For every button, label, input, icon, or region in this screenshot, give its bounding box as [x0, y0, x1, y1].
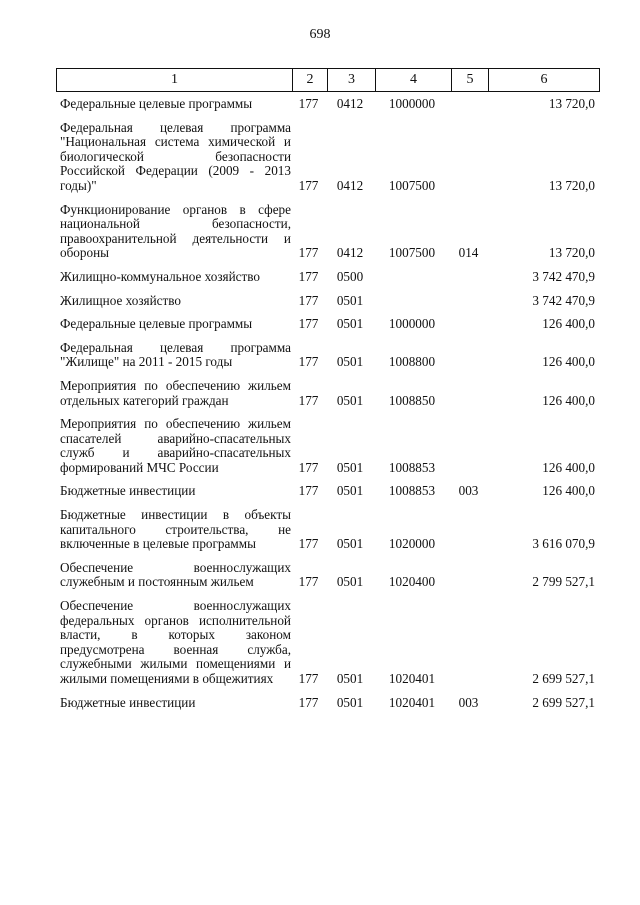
row-col-4: 1007500 — [388, 245, 436, 261]
table-row — [56, 379, 600, 408]
row-col-3: 0501 — [336, 392, 364, 408]
table-row — [56, 317, 600, 332]
header-col-3: 3 — [328, 69, 376, 91]
row-name: Мероприятия по обеспечению жильем отдельных категорий граждан — [60, 377, 291, 408]
row-col-3: 0412 — [336, 245, 364, 261]
row-col-2: 177 — [298, 671, 319, 686]
table-row — [56, 484, 600, 499]
row-col-4: 1008800 — [388, 354, 436, 370]
table-row — [56, 121, 600, 194]
budget-table — [56, 68, 600, 719]
header-col-1: 1 — [57, 69, 293, 91]
row-amount: 3 742 470,9 — [532, 268, 595, 284]
row-col-2: 177 — [298, 536, 319, 552]
row-amount: 126 400,0 — [542, 354, 595, 370]
row-col-3: 0501 — [336, 671, 364, 686]
row-col-2: 177 — [298, 574, 319, 590]
row-col-5: 014 — [458, 245, 479, 261]
row-col-4: 1000000 — [388, 316, 436, 332]
table-row — [56, 341, 600, 370]
row-col-3: 0501 — [336, 574, 364, 590]
row-name: Обеспечение военнослужащих служебным и постоянным жильем — [60, 559, 291, 590]
row-col-3: 0501 — [336, 292, 364, 308]
row-col-2: 177 — [298, 392, 319, 408]
row-amount: 126 400,0 — [542, 483, 595, 499]
table-row — [56, 696, 600, 711]
row-amount: 2 799 527,1 — [532, 574, 595, 590]
row-col-2: 177 — [298, 694, 319, 710]
table-row — [56, 203, 600, 261]
row-name: Федеральные целевые программы — [60, 316, 253, 332]
row-amount: 13 720,0 — [548, 245, 595, 261]
row-col-4: 1020000 — [388, 536, 436, 552]
row-col-4: 1008853 — [388, 459, 436, 475]
row-col-3: 0501 — [336, 536, 364, 552]
row-name: Жилищно-коммунальное хозяйство — [60, 268, 261, 284]
row-col-4: 1008853 — [388, 483, 436, 499]
row-col-4: 1020401 — [388, 694, 436, 710]
row-col-3: 0501 — [336, 483, 364, 499]
table-row — [56, 294, 600, 309]
row-col-2: 177 — [298, 354, 319, 370]
row-amount: 3 616 070,9 — [532, 536, 595, 552]
table-header — [56, 68, 600, 92]
row-amount: 2 699 527,1 — [532, 671, 595, 686]
row-col-3: 0501 — [336, 354, 364, 370]
row-name: Федеральная целевая программа "Жилище" на 2011 - 2015 годы — [60, 339, 291, 370]
row-amount: 13 720,0 — [548, 177, 595, 193]
row-name: Федеральная целевая программа "Национальная система химической и биологической безопасности Российской Федерации (2009 - 2013 годы)" — [60, 119, 291, 193]
row-col-4: 1020400 — [388, 574, 436, 590]
row-col-2: 177 — [298, 316, 319, 332]
row-col-2: 177 — [298, 459, 319, 475]
header-col-5: 5 — [452, 69, 489, 91]
header-col-2: 2 — [293, 69, 328, 91]
table-row — [56, 97, 600, 112]
row-col-5: 003 — [458, 483, 479, 499]
row-amount: 3 742 470,9 — [532, 292, 595, 308]
header-col-6: 6 — [540, 72, 548, 87]
row-col-2: 177 — [298, 96, 319, 111]
table-row — [56, 270, 600, 285]
table-row — [56, 417, 600, 475]
row-amount: 126 400,0 — [542, 316, 595, 332]
row-name: Бюджетные инвестиции — [60, 694, 196, 710]
row-amount: 2 699 527,1 — [532, 694, 595, 710]
table-row — [56, 599, 600, 687]
row-name: Жилищное хозяйство — [60, 292, 181, 308]
row-name: Бюджетные инвестиции в объекты капитального строительства, не включенные в целевые программы — [60, 507, 291, 552]
row-amount: 13 720,0 — [548, 96, 595, 111]
page-number: 698 — [309, 27, 331, 42]
row-amount: 126 400,0 — [542, 459, 595, 475]
row-col-5: 003 — [458, 694, 479, 710]
row-col-3: 0412 — [336, 96, 364, 111]
row-col-3: 0501 — [336, 459, 364, 475]
row-name: Бюджетные инвестиции — [60, 483, 196, 499]
row-name: Федеральные целевые программы — [60, 96, 253, 111]
row-col-4: 1008850 — [388, 392, 436, 408]
row-amount: 126 400,0 — [542, 392, 595, 408]
row-col-3: 0500 — [336, 268, 364, 284]
row-col-3: 0501 — [336, 694, 364, 710]
table-row — [56, 561, 600, 590]
table-row — [56, 508, 600, 552]
row-col-4: 1007500 — [388, 177, 436, 193]
row-col-2: 177 — [298, 245, 319, 261]
row-col-4: 1020401 — [388, 671, 436, 686]
row-col-4: 1000000 — [388, 96, 436, 111]
row-col-3: 0501 — [336, 316, 364, 332]
row-col-3: 0412 — [336, 177, 364, 193]
row-name: Мероприятия по обеспечению жильем спасателей аварийно-спасательных служб и аварийно-спасательных формирований МЧС России — [60, 416, 291, 475]
row-col-2: 177 — [298, 268, 319, 284]
row-col-2: 177 — [298, 292, 319, 308]
table-body — [56, 97, 600, 710]
row-col-2: 177 — [298, 483, 319, 499]
header-col-4: 4 — [376, 69, 452, 91]
row-name: Функционирование органов в сфере национальной безопасности, правоохранительной деятельности и обороны — [60, 201, 291, 261]
row-name: Обеспечение военнослужащих федеральных органов исполнительной власти, в которых законом предусмотрена военная служба, служебными жилыми помещениями и жилыми помещениями в общежитиях — [60, 598, 291, 686]
row-col-2: 177 — [298, 177, 319, 193]
